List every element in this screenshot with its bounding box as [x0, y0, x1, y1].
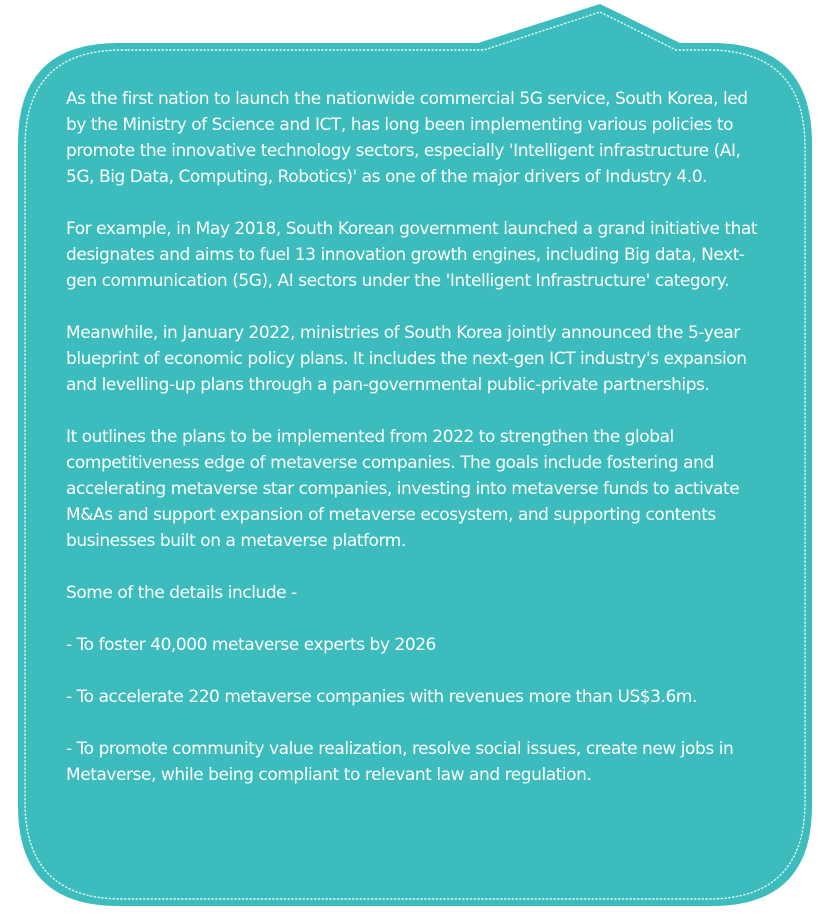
list-item-community: - To promote community value realization, resolve social issues, create new jobs in Metaverse, while being compliant to relevant law and regulation.: [66, 739, 734, 785]
bubble-text-content: [66, 86, 766, 814]
paragraph-metaverse-plans: It outlines the plans to be implemented from 2022 to strengthen the global competitiveness edge of metaverse companies. The goals include fostering and accelerating metaverse star companies, investing into metaverse funds to activate M&As and support expansion of metaverse ecosystem, and supporting contents businesses built on a metaverse platform.: [66, 427, 740, 551]
paragraph-intro: As the first nation to launch the nationwide commercial 5G service, South Korea, led by the Ministry of Science and ICT, has long been implementing various policies to promote the innovative technology sectors, especially 'Intelligent infrastructure (AI, 5G, Big Data, Computing, Robotics)' as one of the major drivers of Industry 4.0.: [66, 89, 748, 187]
list-item-experts: - To foster 40,000 metaverse experts by 2026: [66, 635, 436, 655]
list-item-companies: - To accelerate 220 metaverse companies with revenues more than US$3.6m.: [66, 687, 697, 707]
paragraph-example: For example, in May 2018, South Korean government launched a grand initiative that designates and aims to fuel 13 innovation growth engines, including Big data, Next-gen communication (5G), AI sectors under the 'Intelligent Infrastructure' category.: [66, 219, 758, 291]
paragraph-blueprint: Meanwhile, in January 2022, ministries of South Korea jointly announced the 5-year blueprint of economic policy plans. It includes the next-gen ICT industry's expansion and levelling-up plans through a pan-governmental public-private partnerships.: [66, 323, 747, 395]
paragraph-details-intro: Some of the details include -: [66, 583, 297, 603]
